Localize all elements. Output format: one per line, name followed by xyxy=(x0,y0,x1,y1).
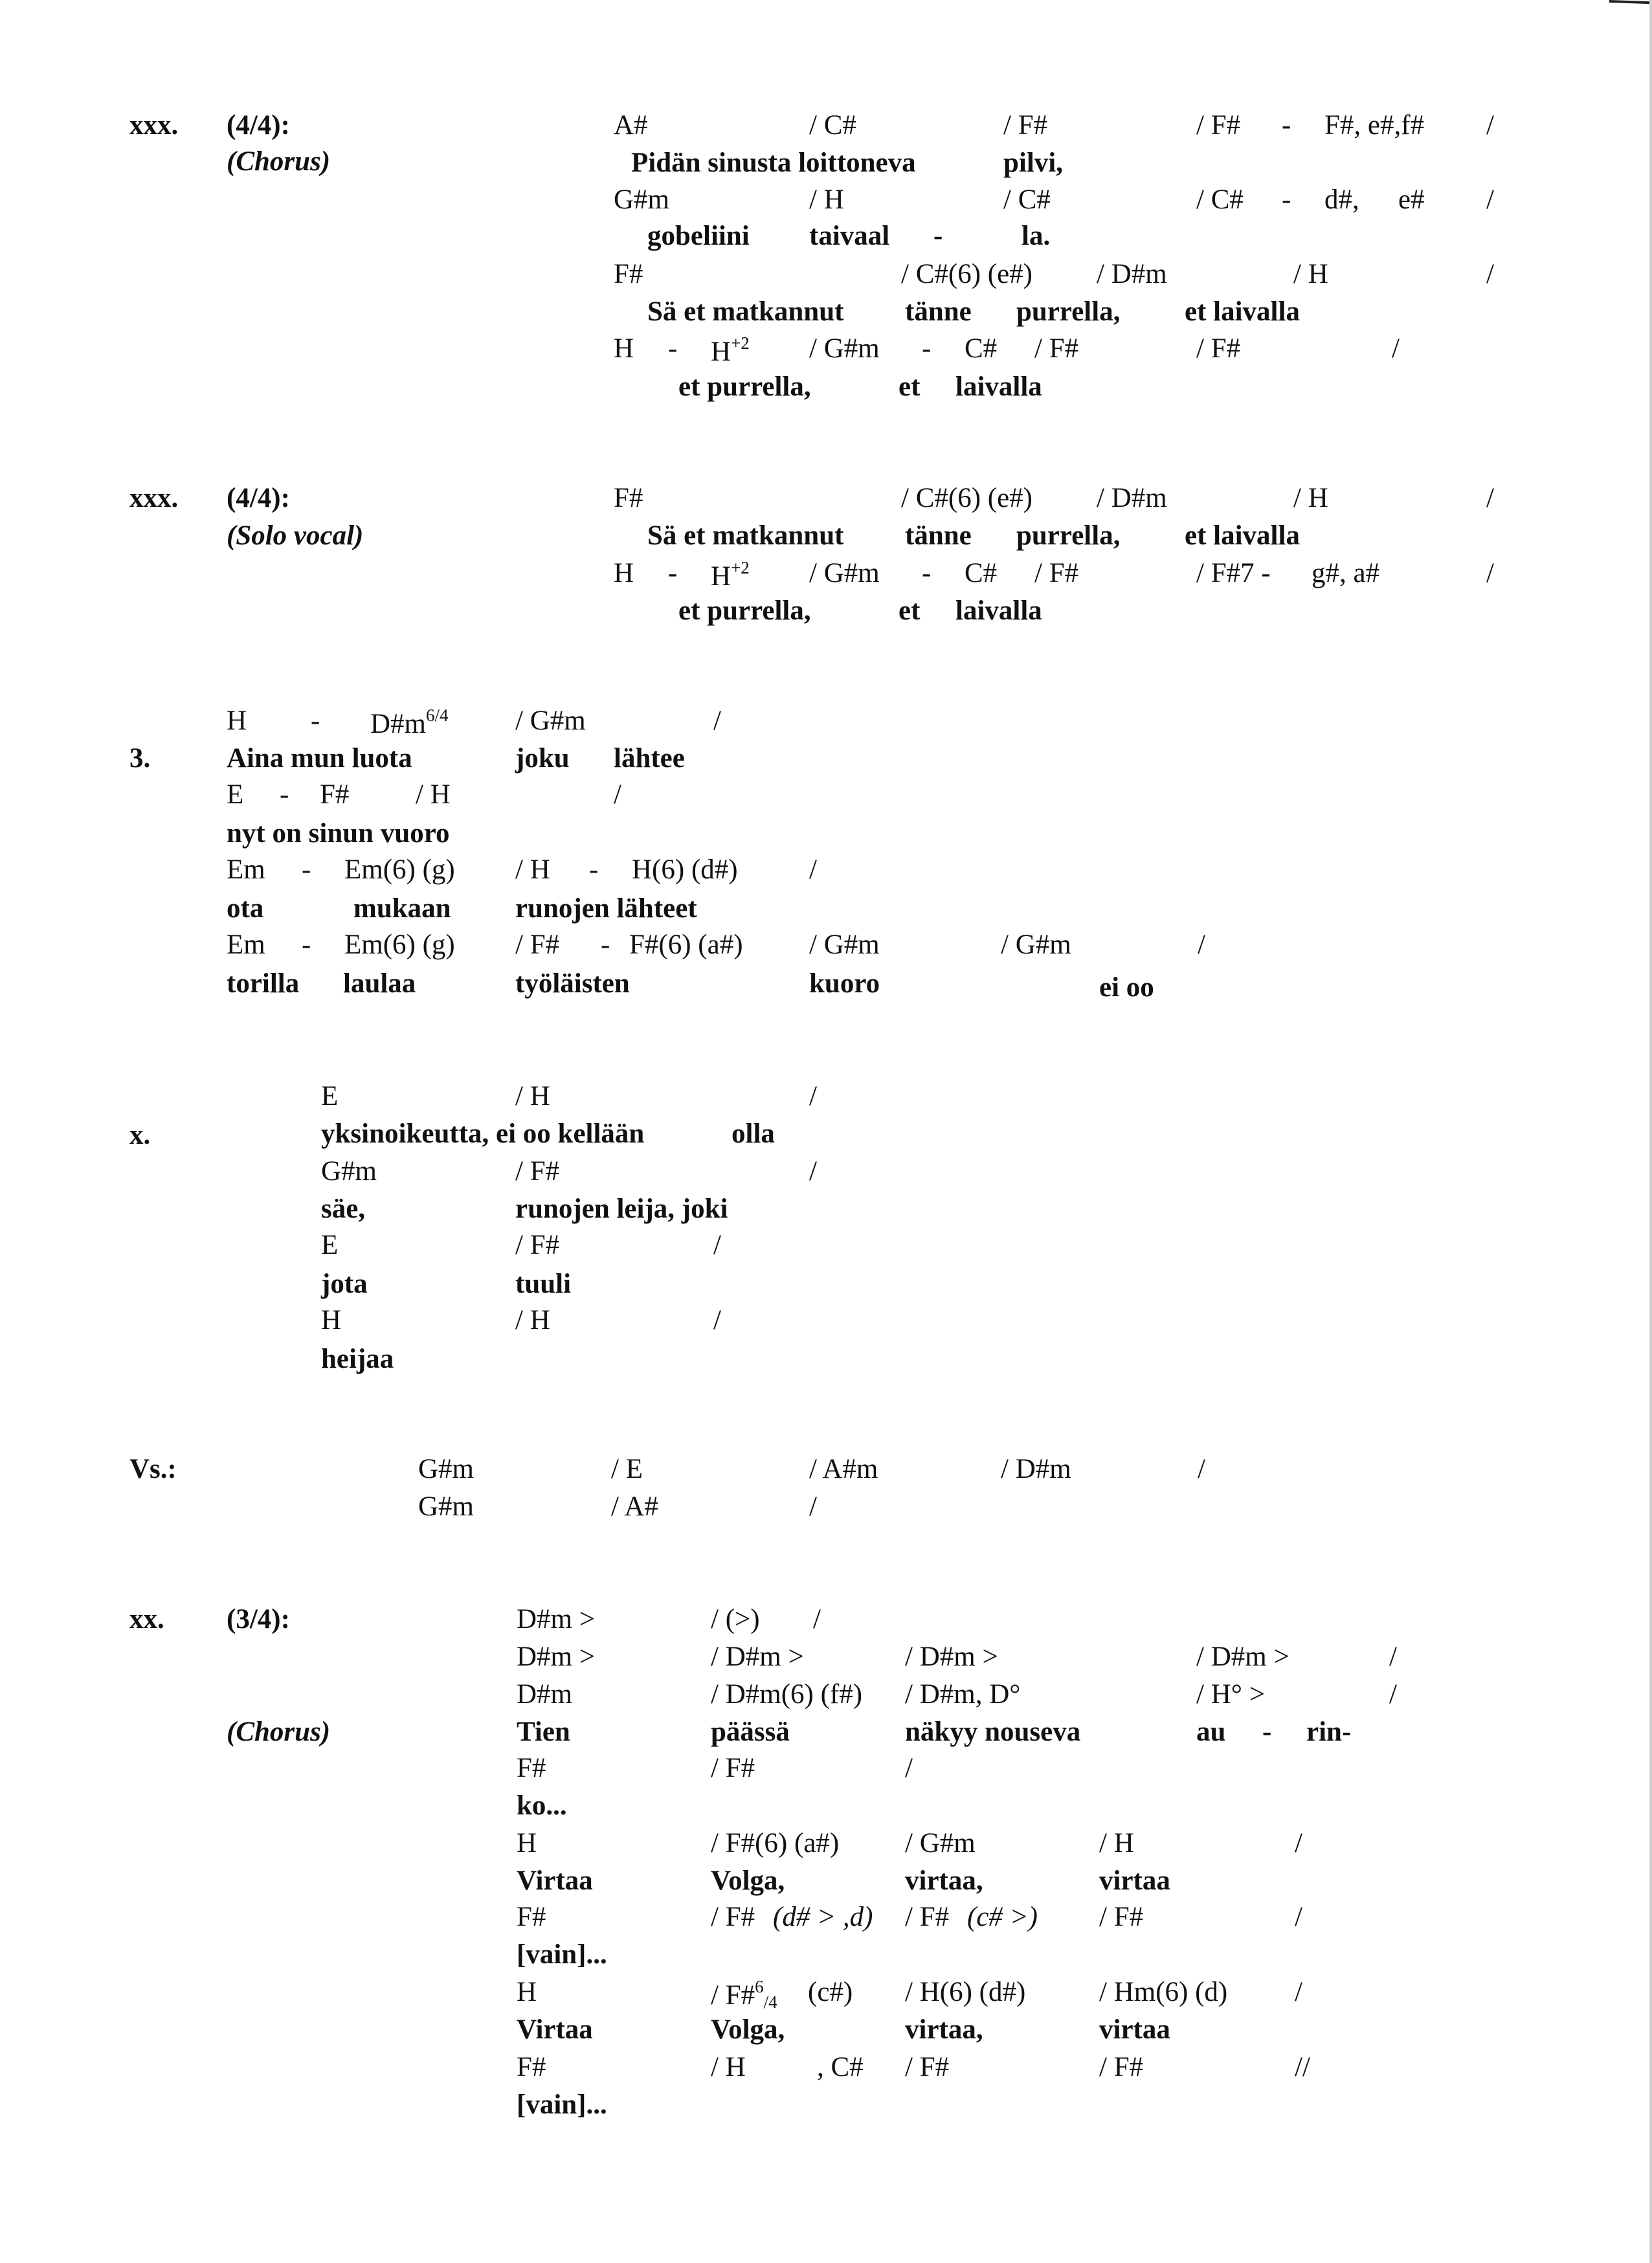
lyric: Tien xyxy=(517,1717,570,1747)
chord-subscript: /4 xyxy=(763,1992,777,2012)
bar-line: / xyxy=(713,706,721,736)
chord: / F# xyxy=(1034,558,1079,588)
chord: G#m xyxy=(418,1491,474,1522)
chord xyxy=(711,335,750,366)
lyric: Sä et matkannut xyxy=(647,296,844,327)
chord-dash: - xyxy=(922,558,932,588)
chord: / C# xyxy=(809,110,856,140)
chord: F# xyxy=(614,483,643,513)
chord: / G#m xyxy=(809,333,880,364)
section-label: (Chorus) xyxy=(227,146,331,177)
chord: e# xyxy=(1398,184,1425,215)
bar-line: / xyxy=(1392,333,1400,364)
lyric: runojen lähteet xyxy=(515,893,697,924)
bar-line: / xyxy=(809,854,817,885)
lyric: Virtaa xyxy=(517,2014,593,2045)
lyric: [vain]... xyxy=(517,2090,607,2120)
chord: E xyxy=(227,779,244,810)
lyric: lähtee xyxy=(614,743,685,774)
chord: / C# xyxy=(1003,184,1051,215)
lyric: et xyxy=(899,372,921,402)
chord: D#m > xyxy=(517,1642,596,1672)
chord: / H xyxy=(1293,483,1328,513)
chord-dash: - xyxy=(922,333,932,364)
bar-line: / xyxy=(1389,1679,1397,1710)
bar-line: / xyxy=(1486,110,1494,140)
lyric: työläisten xyxy=(515,968,630,999)
chord-dash: - xyxy=(311,706,320,736)
chord: / G#m xyxy=(515,706,586,736)
chord: / F# xyxy=(1196,333,1241,364)
section-number: 3. xyxy=(129,743,151,774)
chord: / H xyxy=(515,854,550,885)
chord: / D#m > xyxy=(1196,1642,1289,1672)
chord: / A# xyxy=(611,1491,658,1522)
lyric: - xyxy=(1262,1717,1272,1747)
lyric: virtaa xyxy=(1099,1866,1170,1896)
lyric: laivalla xyxy=(955,596,1042,626)
page-edge-right xyxy=(1609,0,1652,4)
chord-superscript: +2 xyxy=(731,333,750,353)
chord: , C# xyxy=(817,2052,864,2082)
lyric: tänne xyxy=(905,520,972,551)
bar-line: / xyxy=(713,1230,721,1260)
lyric: ota xyxy=(227,893,264,924)
chord-dash: - xyxy=(589,854,599,885)
chord-root: H xyxy=(711,337,731,367)
chord-dash: - xyxy=(1282,184,1291,215)
chord-superscript: 6/4 xyxy=(426,706,449,725)
chord: g#, a# xyxy=(1312,558,1380,588)
chord: / F# xyxy=(515,1230,560,1260)
chord: d#, xyxy=(1324,184,1359,215)
lyric: rin- xyxy=(1306,1717,1352,1747)
lyric: et purrella, xyxy=(678,372,811,402)
chord: / H xyxy=(809,184,844,215)
bar-line: / xyxy=(1295,1977,1302,2007)
chord: / F# xyxy=(1196,110,1241,140)
bar-line: / xyxy=(1486,558,1494,588)
bar-line: / xyxy=(809,1491,817,1522)
bar-line: / xyxy=(1295,1828,1302,1858)
chord: / G#m xyxy=(809,558,880,588)
bar-line: / xyxy=(1486,184,1494,215)
chord: / H xyxy=(515,1081,550,1111)
bar-line: / xyxy=(713,1305,721,1335)
chord-dash: - xyxy=(668,333,678,364)
chord: D#m > xyxy=(517,1604,596,1634)
chord: / H xyxy=(1293,259,1328,289)
bar-line: / xyxy=(1486,483,1494,513)
lyric: olla xyxy=(731,1119,775,1149)
chord: F# xyxy=(517,1753,546,1783)
lyric: mukaan xyxy=(353,893,451,924)
lyric: kuoro xyxy=(809,968,880,999)
chord: E xyxy=(321,1230,339,1260)
chord: / G#m xyxy=(1001,930,1071,960)
chord: / E xyxy=(611,1454,643,1484)
lyric: tänne xyxy=(905,296,972,327)
lyric: et laivalla xyxy=(1185,520,1300,551)
chord: / D#m xyxy=(1097,483,1167,513)
chord: / H xyxy=(515,1305,550,1335)
chord: (c#) xyxy=(808,1977,853,2007)
chord-bass-motion: (d# > ,d) xyxy=(773,1902,873,1932)
section-number: x. xyxy=(129,1120,151,1150)
bar-line: / xyxy=(1486,259,1494,289)
bar-line: / xyxy=(614,779,621,810)
lyric: Volga, xyxy=(711,2014,785,2045)
chord: H xyxy=(517,1977,537,2007)
chord: / H° > xyxy=(1196,1679,1265,1710)
lyric: purrella, xyxy=(1016,520,1121,551)
lyric: et purrella, xyxy=(678,596,811,626)
chord-dash: - xyxy=(1282,110,1291,140)
chord: / H xyxy=(1099,1828,1134,1858)
chord: F#(6) (a#) xyxy=(629,930,743,960)
chord: / D#m > xyxy=(711,1642,804,1672)
lyric: ei oo xyxy=(1099,972,1154,1003)
time-signature: (4/4): xyxy=(227,110,290,140)
chord: / F# xyxy=(905,2052,950,2082)
chord: A# xyxy=(614,110,648,140)
chord: F# xyxy=(320,779,350,810)
lyric: torilla xyxy=(227,968,300,999)
lyric: laulaa xyxy=(343,968,416,999)
bar-line: / xyxy=(1198,930,1205,960)
chord-dash: - xyxy=(280,779,289,810)
lyric: runojen leija, joki xyxy=(515,1194,728,1224)
bar-line: / xyxy=(905,1753,913,1783)
lyric: säe, xyxy=(321,1194,366,1224)
chord: G#m xyxy=(418,1454,474,1484)
chord: / G#m xyxy=(905,1828,976,1858)
section-label: (Solo vocal) xyxy=(227,520,364,551)
chord: / Hm(6) (d) xyxy=(1099,1977,1228,2007)
chord xyxy=(370,707,449,738)
chord: / F# xyxy=(1099,2052,1144,2082)
chord: C# xyxy=(965,333,998,364)
chord-root: / F# xyxy=(711,1980,755,2011)
lyric: Aina mun luota xyxy=(227,743,412,774)
chord: / F# xyxy=(905,1902,950,1932)
lyric: jota xyxy=(321,1269,368,1299)
lyric: au xyxy=(1196,1717,1226,1747)
page-edge-right-vertical xyxy=(1649,0,1652,2263)
lyric: la. xyxy=(1021,221,1051,251)
lyric: päässä xyxy=(711,1717,790,1747)
section-number: xxx. xyxy=(129,483,179,513)
chord: Em(6) (g) xyxy=(344,854,455,885)
chord: F#, e#,f# xyxy=(1324,110,1425,140)
lyric: et xyxy=(899,596,921,626)
lyric: Volga, xyxy=(711,1866,785,1896)
chord: / D#m(6) (f#) xyxy=(711,1679,863,1710)
lyric: yksinoikeutta, ei oo kellään xyxy=(321,1119,645,1149)
chord: / F# xyxy=(1099,1902,1144,1932)
time-signature: (3/4): xyxy=(227,1604,290,1634)
chord: / F# xyxy=(711,1902,755,1932)
section-number: Vs.: xyxy=(129,1454,177,1484)
chord xyxy=(711,559,750,590)
chord: / D#m > xyxy=(905,1642,998,1672)
lyric: tuuli xyxy=(515,1269,572,1299)
final-bar-line: // xyxy=(1295,2052,1310,2082)
chord: D#m xyxy=(517,1679,572,1710)
lyric: nyt on sinun vuoro xyxy=(227,818,450,849)
chord: / H xyxy=(416,779,451,810)
chord: Em(6) (g) xyxy=(344,930,455,960)
chord-root: H xyxy=(711,561,731,592)
chord: F# xyxy=(614,259,643,289)
lyric: [vain]... xyxy=(517,1939,607,1970)
section-label: (Chorus) xyxy=(227,1717,331,1747)
chord: F# xyxy=(517,1902,546,1932)
chord-dash: - xyxy=(302,854,311,885)
lyric: näkyy nouseva xyxy=(905,1717,1081,1747)
chord: / C#(6) (e#) xyxy=(901,259,1032,289)
chord: G#m xyxy=(321,1156,377,1187)
chord: H xyxy=(614,333,634,364)
chord: H xyxy=(227,706,247,736)
lyric: joku xyxy=(515,743,570,774)
lyric: virtaa, xyxy=(905,1866,983,1896)
chord: / F#(6) (a#) xyxy=(711,1828,840,1858)
lyric: ko... xyxy=(517,1790,567,1821)
chord: / (>) xyxy=(711,1604,760,1634)
bar-line: / xyxy=(1389,1642,1397,1672)
chord: / F#7 - xyxy=(1196,558,1271,588)
bar-line: / xyxy=(809,1081,817,1111)
chord: / D#m xyxy=(1001,1454,1071,1484)
chord: / F# xyxy=(1003,110,1048,140)
bar-line: / xyxy=(813,1604,821,1634)
bar-line: / xyxy=(1198,1454,1205,1484)
chord: / D#m xyxy=(1097,259,1167,289)
chord-superscript: +2 xyxy=(731,558,750,577)
chord: H xyxy=(321,1305,342,1335)
lyric: pilvi, xyxy=(1003,148,1064,178)
chord: / D#m, D° xyxy=(905,1679,1021,1710)
chord-dash: - xyxy=(601,930,610,960)
chord: E xyxy=(321,1081,339,1111)
chord-dash: - xyxy=(302,930,311,960)
lyric: heijaa xyxy=(321,1344,394,1374)
lyric: Virtaa xyxy=(517,1866,593,1896)
chord: / G#m xyxy=(809,930,880,960)
lyric: laivalla xyxy=(955,372,1042,402)
chord-superscript: 6 xyxy=(755,1977,764,1996)
chord: / H xyxy=(711,2052,746,2082)
lyric: - xyxy=(933,221,943,251)
lyric: Sä et matkannut xyxy=(647,520,844,551)
chord xyxy=(711,1978,777,2011)
chord: G#m xyxy=(614,184,669,215)
chord-dash: - xyxy=(668,558,678,588)
chord: / F# xyxy=(711,1753,755,1783)
lyric: purrella, xyxy=(1016,296,1121,327)
chord: / A#m xyxy=(809,1454,878,1484)
lyric: virtaa, xyxy=(905,2014,983,2045)
lyric: gobeliini xyxy=(647,221,750,251)
lyric: et laivalla xyxy=(1185,296,1300,327)
chord: / F# xyxy=(1034,333,1079,364)
bar-line: / xyxy=(809,1156,817,1187)
chord: / C#(6) (e#) xyxy=(901,483,1032,513)
chord: / C# xyxy=(1196,184,1244,215)
chord-bass-motion: (c# >) xyxy=(967,1902,1038,1932)
bar-line: / xyxy=(1295,1902,1302,1932)
chord: H xyxy=(517,1828,537,1858)
chord: / H(6) (d#) xyxy=(905,1977,1026,2007)
lyric: taivaal xyxy=(809,221,890,251)
chord-root: D#m xyxy=(370,709,426,739)
chord: C# xyxy=(965,558,998,588)
chord: Em xyxy=(227,854,265,885)
chord: H xyxy=(614,558,634,588)
chord: / F# xyxy=(515,930,560,960)
section-number: xx. xyxy=(129,1604,164,1634)
chord: H(6) (d#) xyxy=(632,854,738,885)
chord: Em xyxy=(227,930,265,960)
lyric: virtaa xyxy=(1099,2014,1170,2045)
lyric: Pidän sinusta loittoneva xyxy=(631,148,916,178)
time-signature: (4/4): xyxy=(227,483,290,513)
chord: F# xyxy=(517,2052,546,2082)
section-number: xxx. xyxy=(129,110,179,140)
chord: / F# xyxy=(515,1156,560,1187)
